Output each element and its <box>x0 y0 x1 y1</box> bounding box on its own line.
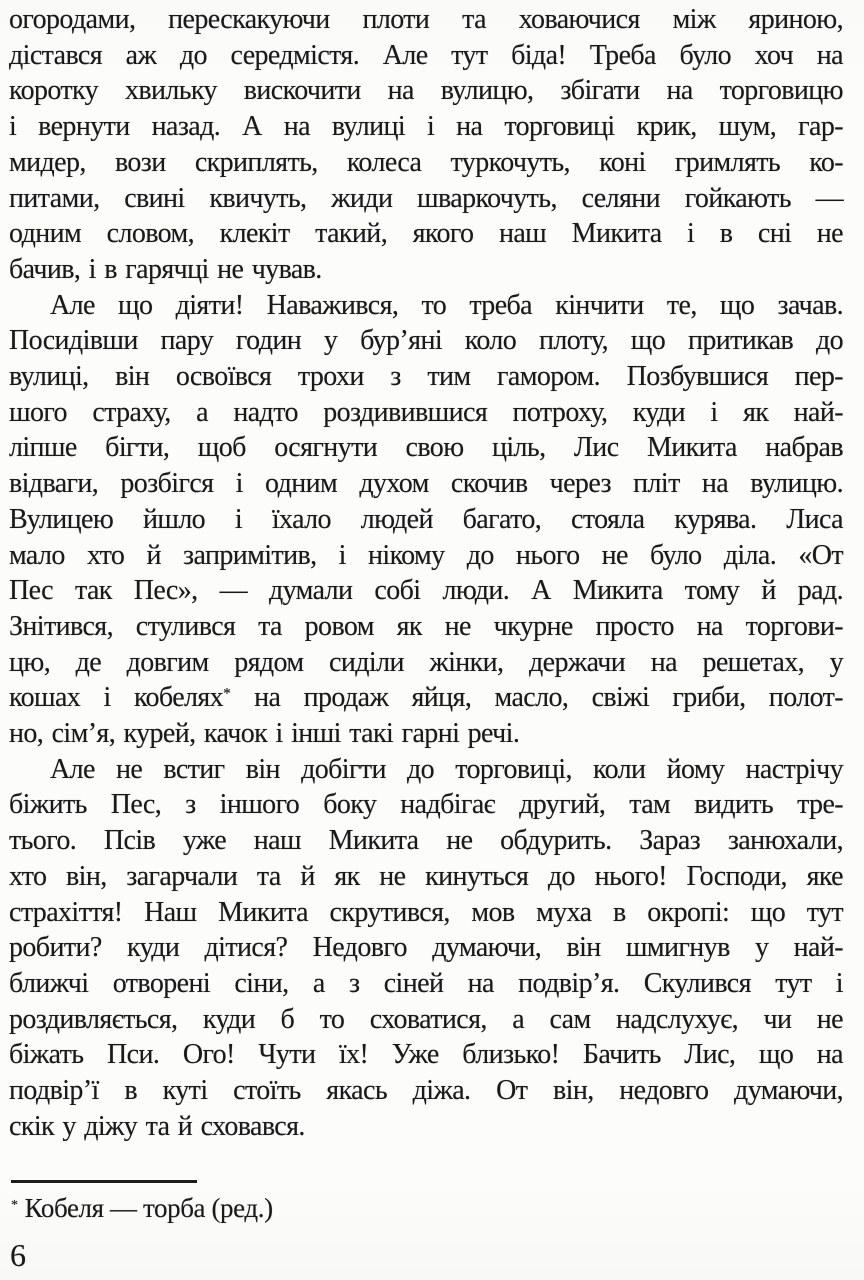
footnote-rule <box>11 1180 197 1183</box>
footnote-marker: * <box>11 1196 18 1213</box>
text-line: тього. Псів уже наш Микита не обдурить. Зараз занюхали, <box>9 825 843 857</box>
footnote-text <box>11 1188 843 1226</box>
text-line: вулиці, він освоївся трохи з тим гамором. Позбувшися пер- <box>9 361 843 393</box>
paragraph <box>9 752 843 1145</box>
text-line: коротку хвильку вискочити на вулицю, збігати на торговицю <box>9 75 843 107</box>
text-line: хто він, загарчали та й як не кинуться до нього! Господи, яке <box>9 860 843 892</box>
text-line: Пес так Пес», — думали собі люди. А Микита тому й рад. <box>9 575 843 607</box>
text-line: дістався аж до середмістя. Але тут біда! Треба було хоч на <box>9 39 843 71</box>
page-number: 6 <box>10 1237 26 1273</box>
text-line: бачив, і в гарячці не чував. <box>9 253 322 285</box>
text-line: одним словом, клекіт такий, якого наш Микита і в сні не <box>9 218 843 250</box>
footnote-definition: Кобеля — торба (ред.) <box>24 1193 273 1224</box>
text-line: біжать Пси. Ого! Чути їх! Уже близько! Бачить Лис, що на <box>9 1039 843 1071</box>
text-line: цю, де довгим рядом сиділи жінки, держачи на решетах, у <box>9 646 843 678</box>
text-line: мидер, вози скриплять, колеса туркочуть, коні гримлять ко- <box>9 146 843 178</box>
text-line: Але що діяти! Наважився, то треба кінчити те, що зачав. <box>50 289 843 321</box>
text-line: і вернути назад. А на вулиці і на торговиці крик, шум, гар- <box>9 111 843 143</box>
text-line: біжить Пес, з іншого боку надбігає другий, там видить тре- <box>9 789 843 821</box>
text-line: робити? куди дітися? Недовго думаючи, він шмигнув у най- <box>9 932 843 964</box>
page-body <box>9 2 843 1145</box>
text-line: Посидівши пару годин у бур’яні коло плоту, що притикав до <box>9 325 843 357</box>
text-line: Але не встиг він добігти до торговиці, коли йому настрічу <box>50 753 843 785</box>
text-line: огородами, перескакуючи плоти та ховаючися між яриною, <box>9 4 843 35</box>
paragraph <box>9 2 843 288</box>
text-line: мало хто й запримітив, і нікому до нього не було діла. «От <box>9 539 843 571</box>
footnote <box>11 1180 843 1225</box>
text-line: скік у діжу та й сховався. <box>9 1110 305 1142</box>
text-line: Знітився, стулився та ровом як не чкурне просто на торгови- <box>9 610 843 642</box>
text-line: роздивляється, куди б то сховатися, а сам надслухує, чи не <box>9 1003 843 1035</box>
text-line: шого страху, а надто роздивившися потроху, куди і як най- <box>9 396 843 428</box>
text-line: питами, свині квичуть, жиди шваркочуть, селяни гойкають — <box>9 182 843 214</box>
footnote-reference-marker: * <box>223 685 231 703</box>
text-line: ліпше бігти, щоб осягнути свою ціль, Лис Микита набрав <box>9 432 843 464</box>
text-line: но, сім’я, курей, качок і інші такі гарні речі. <box>9 718 520 750</box>
text-line: кошах і кобелях* на продаж яйця, масло, свіжі гриби, полот- <box>9 682 843 714</box>
text-line: ближчі отворені сіни, а з сіней на подвір’я. Скулився тут і <box>9 967 843 999</box>
text-line: Вулицею йшло і їхало людей багато, стояла курява. Лиса <box>9 503 843 535</box>
text-line: відваги, розбігся і одним духом скочив через пліт на вулицю. <box>9 468 843 500</box>
text-line: страхіття! Наш Микита скрутився, мов муха в окропі: що тут <box>9 896 843 928</box>
text-line: подвір’ї в куті стоїть якась діжа. От він, недовго думаючи, <box>9 1075 843 1107</box>
paragraph <box>9 288 843 752</box>
